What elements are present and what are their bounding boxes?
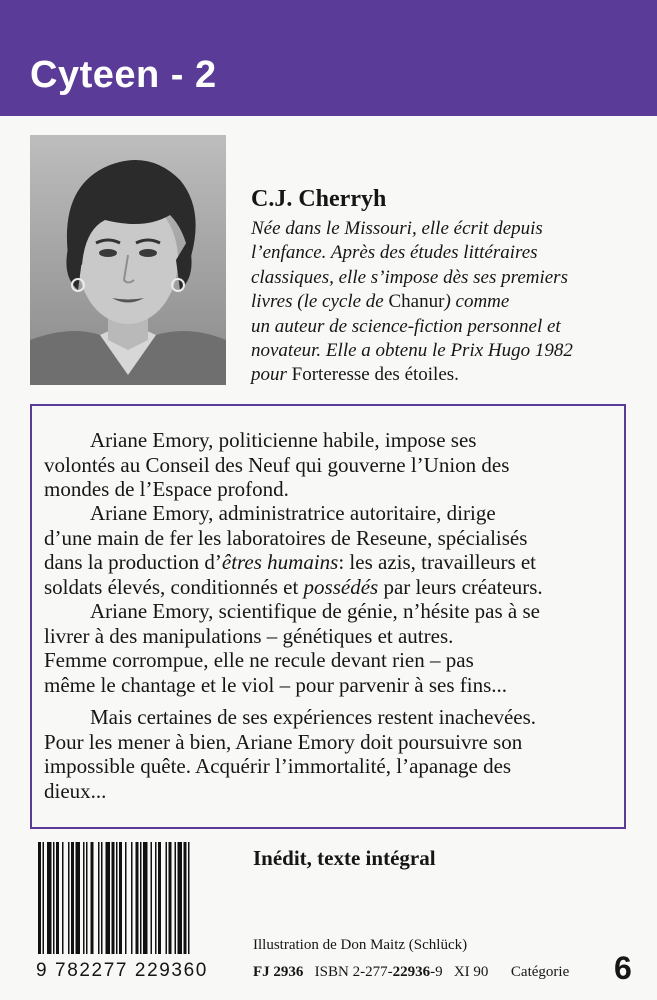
barcode-bar: [53, 842, 55, 954]
illustration-credit: Illustration de Don Maitz (Schlück): [253, 937, 468, 953]
barcode-digits: 9 782277 229360: [36, 960, 208, 981]
blurb-line: Ariane Emory, administratrice autoritaire, dirige: [90, 501, 496, 525]
barcode-bar: [169, 842, 172, 954]
barcode-bar: [86, 842, 88, 954]
bio-book-title: Chanur: [388, 291, 445, 313]
blurb-text: soldats élevés, conditionnés et: [44, 574, 304, 599]
catalog-code: FJ 2936: [253, 964, 304, 980]
blurb-paragraph-4: [44, 705, 629, 803]
blurb-paragraph-1: [44, 428, 629, 502]
isbn-barcode: [38, 842, 234, 954]
author-portrait-image: [30, 135, 226, 385]
category-number: 6: [614, 950, 632, 986]
edition-note: Inédit, texte intégral: [253, 846, 436, 870]
bio-line: Née dans le Missouri, elle écrit depuis: [251, 218, 543, 239]
blurb-line: d’une main de fer les laboratoires de Reseune, spécialisés: [44, 525, 528, 550]
isbn-suffix: -9: [430, 964, 443, 980]
barcode-bar: [68, 842, 70, 954]
blurb-text: : les azis, travailleurs et: [338, 550, 537, 574]
bio-line: novateur. Elle a obtenu le Prix Hugo 1982: [251, 340, 573, 362]
bio-line: un auteur de science-fiction personnel et: [251, 315, 561, 337]
blurb-line: [44, 550, 629, 575]
blurb-line: impossible quête. Acquérir l’immortalité, l’apanage des: [44, 754, 512, 778]
barcode-bar: [112, 842, 115, 954]
barcode-bar: [131, 842, 133, 954]
bio-text: pour: [251, 364, 292, 386]
blurb-emphasis: êtres humains: [221, 550, 339, 574]
barcode-bar: [71, 842, 74, 954]
barcode-bar: [116, 842, 118, 954]
barcode-bar: [184, 842, 187, 954]
blurb-line: [44, 575, 629, 600]
barcode-bar: [151, 842, 153, 954]
blurb-line: Ariane Emory, politicienne habile, impose ses: [90, 428, 477, 452]
catalog-line: [253, 964, 569, 981]
barcode-bar: [136, 842, 139, 954]
blurb-text: par leurs créateurs.: [378, 574, 543, 599]
barcode-bar: [91, 842, 94, 954]
blurb-paragraph-2: [44, 501, 629, 599]
bio-book-title: Forteresse des étoiles.: [291, 364, 459, 386]
blurb-line: dieux...: [44, 778, 107, 803]
barcode-bar: [38, 842, 41, 954]
blurb-emphasis: possédés: [303, 574, 379, 599]
blurb-text: dans la production d’: [44, 550, 222, 574]
bio-line: classiques, elle s’impose dès ses premiers: [251, 266, 568, 288]
barcode-bar: [43, 842, 45, 954]
blurb-line: Femme corrompue, elle ne recule devant rien – pas: [44, 648, 474, 672]
barcode-bar: [155, 842, 157, 954]
isbn-number: 22936: [392, 964, 431, 980]
barcode-bar: [76, 842, 81, 954]
author-bio: [251, 217, 646, 388]
barcode-bar: [175, 842, 177, 954]
title-banner: [0, 0, 657, 116]
blurb-paragraph-3: [44, 599, 629, 697]
barcode-bar: [140, 842, 142, 954]
blurb-line: Mais certaines de ses expériences restent inachevées.: [90, 705, 537, 729]
blurb-line: livrer à des manipulations – génétiques et autres.: [44, 623, 454, 648]
barcode-bar: [166, 842, 168, 954]
bio-line: [251, 363, 646, 387]
bio-line: [251, 290, 646, 314]
barcode-bar: [62, 842, 64, 954]
barcode-bar: [101, 842, 103, 954]
blurb-line: Pour les mener à bien, Ariane Emory doit poursuivre son: [44, 729, 523, 754]
barcode-bar: [188, 842, 190, 954]
bio-text: livres (le cycle de: [251, 291, 389, 313]
barcode-bar: [178, 842, 183, 954]
bio-text: ) comme: [444, 291, 510, 313]
blurb-line: même le chantage et le viol – pour parvenir à ses fins...: [44, 672, 508, 697]
blurb-line: volontés au Conseil des Neuf qui gouverne l’Union des: [44, 452, 510, 477]
blurb-line: mondes de l’Espace profond.: [44, 477, 289, 501]
blurb-line: Ariane Emory, scientifique de génie, n’hésite pas à se: [90, 599, 540, 623]
print-date: XI 90: [453, 964, 489, 980]
bio-line: l’enfance. Après des études littéraires: [251, 242, 538, 264]
barcode-bar: [158, 842, 161, 954]
book-title: Cyteen - 2: [30, 54, 217, 96]
barcode-bar: [47, 842, 52, 954]
barcode-bar: [106, 842, 111, 954]
barcode-bar: [143, 842, 148, 954]
barcode-bar: [83, 842, 85, 954]
barcode-bar: [98, 842, 100, 954]
isbn-prefix: ISBN 2-277-: [314, 964, 393, 980]
barcode-bar: [125, 842, 127, 954]
author-photo: [30, 135, 226, 385]
barcode-bar: [56, 842, 59, 954]
category-label: Catégorie: [510, 964, 570, 980]
barcode-bar: [119, 842, 122, 954]
author-name: C.J. Cherryh: [251, 186, 387, 212]
